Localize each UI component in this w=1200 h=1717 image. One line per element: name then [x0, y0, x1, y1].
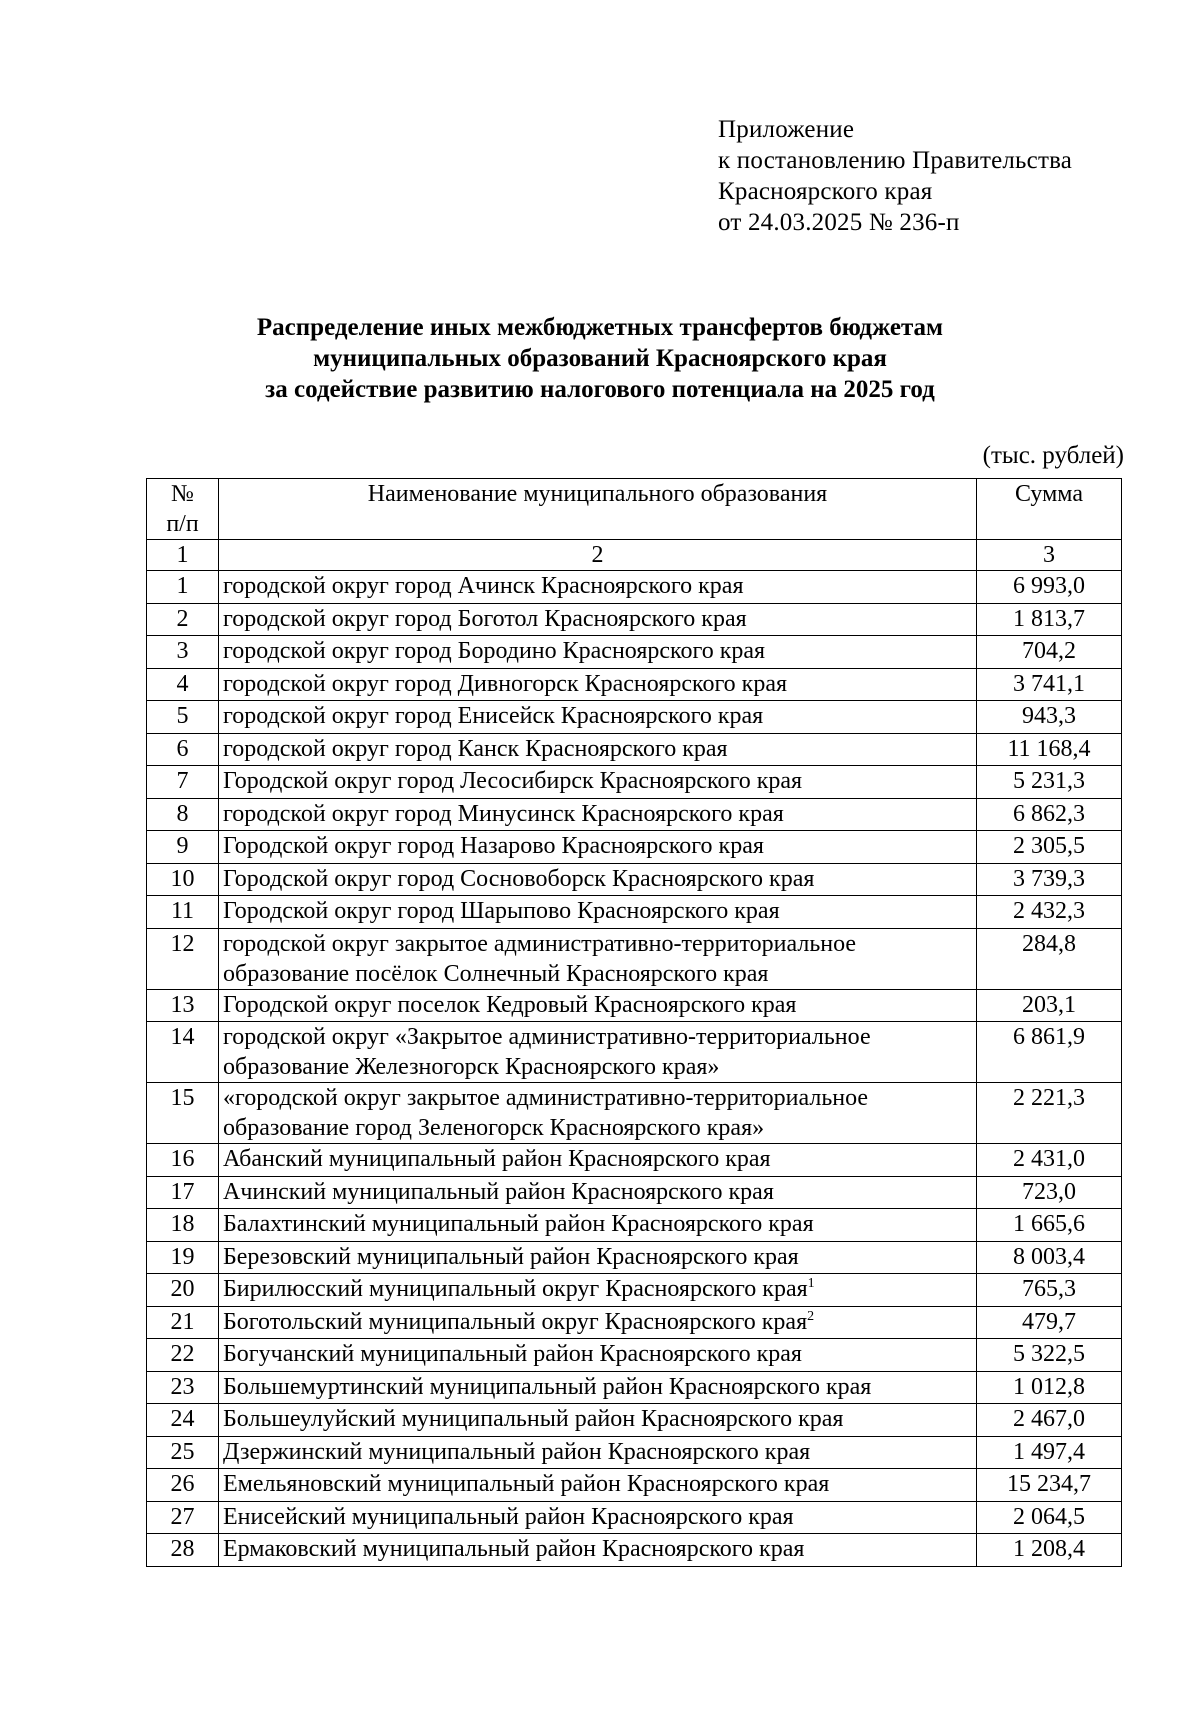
title-line: за содействие развитию налогового потенциала на 2025 год — [265, 376, 935, 403]
amount: 11 168,4 — [977, 733, 1122, 766]
table-row — [147, 603, 1122, 636]
municipality-name-line — [223, 571, 976, 601]
municipality-name-line — [223, 1307, 976, 1337]
municipality-name-line: образование Железногорск Красноярского края» — [223, 1054, 720, 1080]
amount: 3 741,1 — [977, 668, 1122, 701]
amount: 2 305,5 — [977, 831, 1122, 864]
row-number: 9 — [147, 831, 219, 864]
table-row — [147, 831, 1122, 864]
row-number: 16 — [147, 1144, 219, 1177]
table-header-row — [147, 479, 1122, 540]
table-row — [147, 636, 1122, 669]
municipality-name-line: образование посёлок Солнечный Красноярского края — [223, 960, 769, 987]
table-row — [147, 1534, 1122, 1567]
distribution-table — [146, 478, 1122, 1567]
municipality-name — [219, 668, 977, 701]
municipality-name-line — [223, 1469, 976, 1499]
municipality-name-line — [223, 1404, 976, 1434]
amount: 6 993,0 — [977, 571, 1122, 604]
municipality-name-line — [223, 1274, 976, 1304]
table-row — [147, 1371, 1122, 1404]
appendix-line: от 24.03.2025 № 236-п — [718, 209, 960, 236]
footnote-marker: 1 — [807, 1276, 815, 1291]
unit-label: (тыс. рублей) — [982, 442, 1124, 469]
amount: 2 064,5 — [977, 1501, 1122, 1534]
row-number: 27 — [147, 1501, 219, 1534]
table-row — [147, 1436, 1122, 1469]
amount: 704,2 — [977, 636, 1122, 669]
municipality-name-text: городской округ город Канск Красноярского края — [223, 735, 728, 762]
municipality-name-line — [223, 669, 976, 699]
table-row — [147, 668, 1122, 701]
appendix-block — [718, 114, 1072, 238]
table-row — [147, 989, 1122, 1022]
row-number: 14 — [147, 1022, 219, 1083]
amount: 2 221,3 — [977, 1083, 1122, 1144]
header-name: Наименование муниципального образования — [219, 479, 977, 540]
municipality-name-text: Богучанский муниципальный район Красноярского края — [223, 1341, 802, 1367]
municipality-name — [219, 798, 977, 831]
municipality-name-text: Ачинский муниципальный район Красноярского края — [223, 1178, 774, 1205]
amount: 5 322,5 — [977, 1339, 1122, 1372]
row-number: 2 — [147, 603, 219, 636]
municipality-name-text: Боготольский муниципальный округ Красноярского края — [223, 1308, 808, 1335]
municipality-name — [219, 1022, 977, 1083]
amount: 203,1 — [977, 989, 1122, 1022]
amount: 1 497,4 — [977, 1436, 1122, 1469]
municipality-name — [219, 863, 977, 896]
amount: 6 862,3 — [977, 798, 1122, 831]
municipality-name-line — [223, 990, 976, 1020]
municipality-name — [219, 766, 977, 799]
municipality-name-line — [223, 1372, 976, 1402]
table-row — [147, 701, 1122, 734]
amount: 284,8 — [977, 928, 1122, 989]
municipality-name — [219, 1371, 977, 1404]
municipality-name — [219, 603, 977, 636]
municipality-name-text: городской округ город Дивногорск Красноярского края — [223, 670, 788, 697]
municipality-name-line — [223, 1177, 976, 1207]
amount: 5 231,3 — [977, 766, 1122, 799]
municipality-name-text: Емельяновский муниципальный район Красноярского края — [223, 1471, 830, 1497]
column-index-row — [147, 540, 1122, 571]
header-sum: Сумма — [977, 479, 1122, 540]
header-number — [147, 479, 219, 540]
municipality-name-text: Городской округ город Шарыпово Красноярского края — [223, 898, 780, 924]
column-index: 2 — [219, 540, 977, 571]
amount: 3 739,3 — [977, 863, 1122, 896]
amount: 15 234,7 — [977, 1469, 1122, 1502]
row-number: 6 — [147, 733, 219, 766]
municipality-name — [219, 636, 977, 669]
municipality-name-text: Дзержинский муниципальный район Красноярского края — [223, 1438, 811, 1465]
row-number: 18 — [147, 1209, 219, 1242]
table-row — [147, 928, 1122, 989]
municipality-name-text: городской округ город Минусинск Красноярского края — [223, 800, 784, 827]
row-number: 17 — [147, 1176, 219, 1209]
row-number: 25 — [147, 1436, 219, 1469]
municipality-name-line — [223, 896, 976, 926]
column-index: 1 — [147, 540, 219, 571]
municipality-name-line — [223, 604, 976, 634]
amount: 1 012,8 — [977, 1371, 1122, 1404]
municipality-name — [219, 896, 977, 929]
municipality-name-text: городской округ «Закрытое административно-территориальное — [223, 1024, 871, 1050]
municipality-name-text: городской округ город Бородино Красноярского края — [223, 638, 766, 664]
municipality-name — [219, 733, 977, 766]
row-number: 8 — [147, 798, 219, 831]
table-row — [147, 896, 1122, 929]
municipality-name-line — [223, 1339, 976, 1369]
amount: 6 861,9 — [977, 1022, 1122, 1083]
municipality-name-text: Абанский муниципальный район Красноярского края — [223, 1146, 771, 1172]
municipality-name — [219, 1501, 977, 1534]
footnote-marker: 2 — [807, 1308, 815, 1324]
row-number: 3 — [147, 636, 219, 669]
table-row — [147, 733, 1122, 766]
municipality-name — [219, 571, 977, 604]
municipality-name — [219, 928, 977, 989]
municipality-name — [219, 1176, 977, 1209]
row-number: 19 — [147, 1241, 219, 1274]
municipality-name — [219, 1469, 977, 1502]
municipality-name-line — [223, 1083, 976, 1113]
header-number-line: п/п — [166, 511, 199, 537]
table-row — [147, 1469, 1122, 1502]
appendix-line: к постановлению Правительства — [718, 147, 1073, 174]
table-row — [147, 571, 1122, 604]
municipality-name-line — [223, 929, 976, 959]
municipality-name-text: Большемуртинский муниципальный район Красноярского края — [223, 1373, 872, 1400]
municipality-name-line — [223, 1502, 976, 1532]
municipality-name — [219, 989, 977, 1022]
municipality-name-text: Березовский муниципальный район Красноярского края — [223, 1243, 799, 1270]
municipality-name-line — [223, 864, 976, 894]
municipality-name-text: Городской округ поселок Кедровый Красноярского края — [223, 991, 797, 1018]
table-row — [147, 1176, 1122, 1209]
appendix-line: Красноярского края — [718, 178, 933, 205]
row-number: 5 — [147, 701, 219, 734]
municipality-name-text: Бирилюсский муниципальный округ Красноярского края — [223, 1276, 808, 1302]
table-row — [147, 1274, 1122, 1307]
municipality-name — [219, 1306, 977, 1339]
municipality-name — [219, 1144, 977, 1177]
amount: 2 431,0 — [977, 1144, 1122, 1177]
row-number: 28 — [147, 1534, 219, 1567]
municipality-name-text: «городской округ закрытое административно-территориальное — [223, 1085, 869, 1111]
table-row — [147, 1144, 1122, 1177]
table-row — [147, 1209, 1122, 1242]
municipality-name-text: городской округ город Боготол Красноярского края — [223, 605, 747, 632]
municipality-name — [219, 1241, 977, 1274]
municipality-name-line: образование город Зеленогорск Красноярского края» — [223, 1115, 765, 1141]
column-index: 3 — [977, 540, 1122, 571]
municipality-name-line — [223, 1242, 976, 1272]
table-row — [147, 798, 1122, 831]
municipality-name-line — [223, 1022, 976, 1052]
row-number: 24 — [147, 1404, 219, 1437]
municipality-name-text: Городской округ город Сосновоборск Красноярского края — [223, 865, 815, 892]
municipality-name-text: Енисейский муниципальный район Красноярского края — [223, 1503, 794, 1530]
municipality-name-text: Городской округ город Лесосибирск Красноярского края — [223, 768, 803, 794]
table-row — [147, 1404, 1122, 1437]
row-number: 15 — [147, 1083, 219, 1144]
table-row — [147, 1501, 1122, 1534]
row-number: 1 — [147, 571, 219, 604]
municipality-name — [219, 1534, 977, 1567]
table-row — [147, 1241, 1122, 1274]
municipality-name-line — [223, 1534, 976, 1564]
municipality-name — [219, 1339, 977, 1372]
title-line: Распределение иных межбюджетных трансфертов бюджетам — [256, 314, 944, 341]
header-number-line: № — [171, 481, 194, 507]
amount: 8 003,4 — [977, 1241, 1122, 1274]
municipality-name-text: Большеулуйский муниципальный район Красноярского края — [223, 1406, 844, 1432]
row-number: 4 — [147, 668, 219, 701]
row-number: 26 — [147, 1469, 219, 1502]
appendix-line: Приложение — [718, 116, 855, 143]
title-line: муниципальных образований Красноярского края — [313, 345, 887, 372]
municipality-name-text: городской округ город Енисейск Красноярского края — [223, 703, 764, 729]
municipality-name-line — [223, 1209, 976, 1239]
amount: 1 665,6 — [977, 1209, 1122, 1242]
document-title — [140, 312, 1060, 405]
amount: 2 432,3 — [977, 896, 1122, 929]
municipality-name — [219, 1404, 977, 1437]
amount: 943,3 — [977, 701, 1122, 734]
row-number: 12 — [147, 928, 219, 989]
municipality-name — [219, 1083, 977, 1144]
municipality-name — [219, 1209, 977, 1242]
table-row — [147, 766, 1122, 799]
amount: 479,7 — [977, 1306, 1122, 1339]
municipality-name-text: Балахтинский муниципальный район Красноярского края — [223, 1211, 814, 1237]
amount: 2 467,0 — [977, 1404, 1122, 1437]
row-number: 7 — [147, 766, 219, 799]
amount: 1 208,4 — [977, 1534, 1122, 1567]
municipality-name — [219, 1274, 977, 1307]
municipality-name-line — [223, 734, 976, 764]
municipality-name — [219, 701, 977, 734]
row-number: 23 — [147, 1371, 219, 1404]
municipality-name-line — [223, 766, 976, 796]
municipality-name-text: Городской округ город Назарово Красноярского края — [223, 833, 764, 859]
municipality-name-line — [223, 831, 976, 861]
municipality-name — [219, 831, 977, 864]
row-number: 11 — [147, 896, 219, 929]
municipality-name-text: городской округ закрытое административно-территориальное — [223, 930, 857, 957]
table-row — [147, 1022, 1122, 1083]
municipality-name — [219, 1436, 977, 1469]
table-row — [147, 863, 1122, 896]
row-number: 10 — [147, 863, 219, 896]
municipality-name-line — [223, 701, 976, 731]
municipality-name-line — [223, 1144, 976, 1174]
municipality-name-text: Ермаковский муниципальный район Красноярского края — [223, 1536, 805, 1562]
municipality-name-text: городской округ город Ачинск Красноярского края — [223, 573, 744, 599]
row-number: 13 — [147, 989, 219, 1022]
municipality-name-line — [223, 799, 976, 829]
table-row — [147, 1083, 1122, 1144]
amount: 723,0 — [977, 1176, 1122, 1209]
table-row — [147, 1339, 1122, 1372]
municipality-name-line — [223, 636, 976, 666]
table-row — [147, 1306, 1122, 1339]
amount: 765,3 — [977, 1274, 1122, 1307]
amount: 1 813,7 — [977, 603, 1122, 636]
row-number: 21 — [147, 1306, 219, 1339]
row-number: 22 — [147, 1339, 219, 1372]
municipality-name-line — [223, 1437, 976, 1467]
row-number: 20 — [147, 1274, 219, 1307]
